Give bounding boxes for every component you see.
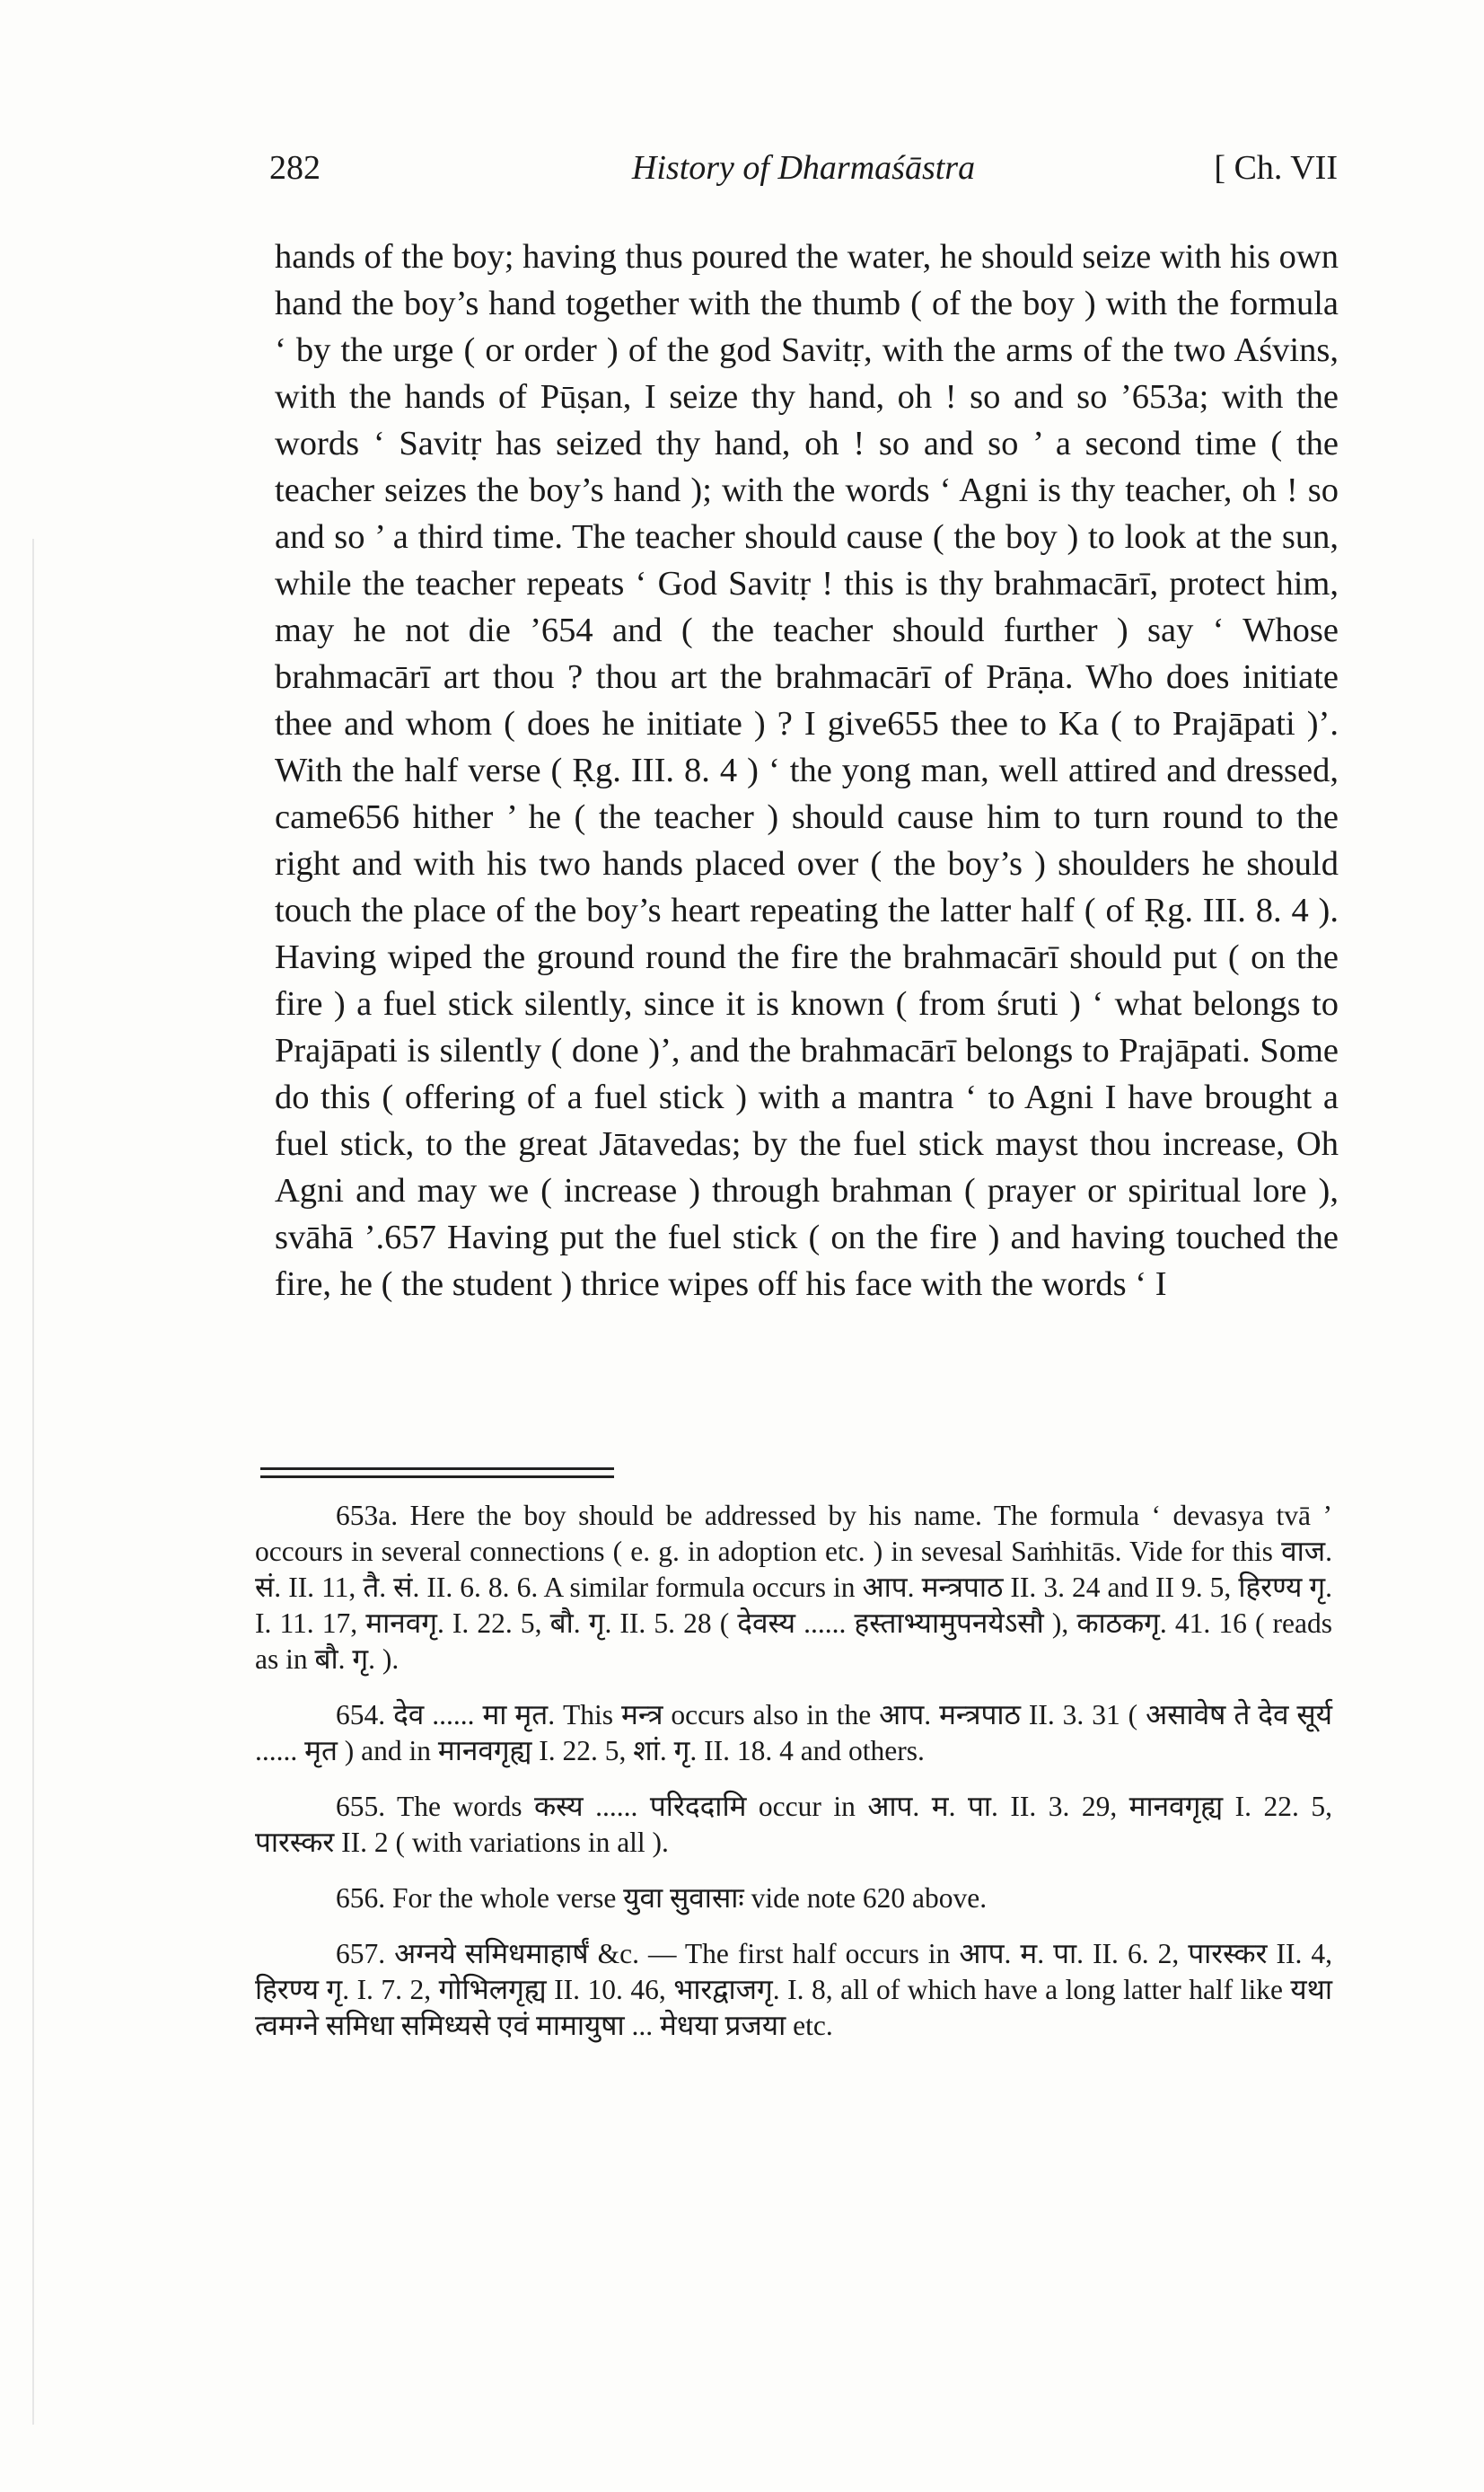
- footnote-657: [255, 1936, 1332, 2044]
- footnote-number: 656.: [336, 1882, 386, 1914]
- main-text: [275, 233, 1339, 1308]
- footnote-text: अग्नये समिधमाहार्षं &c. — The first half occurs in आप. म. पा. II. 6. 2, पारस्कर II. 4, हिरण्य गृ. I. 7. 2, गोभिलगृह्य II. 10. 46, भारद्वाजगृ. I. 8, all of which have a long latter half like यथा त्वमग्ने समिधा समिध्यसे एवं मामायुषा ... मेधया प्रजया etc.: [255, 1938, 1333, 2041]
- footnote-number: 654.: [336, 1699, 386, 1730]
- page-number: 282: [269, 149, 321, 187]
- footnotes-section: [255, 1498, 1332, 2064]
- scan-margin-line: [32, 539, 34, 2425]
- footnote-number: 655.: [336, 1791, 386, 1822]
- footnote-text: For the whole verse युवा सुवासाः vide note 620 above.: [392, 1882, 988, 1914]
- footnote-653a: [255, 1498, 1332, 1677]
- page-header: [269, 148, 1338, 202]
- footnote-655: [255, 1789, 1332, 1861]
- footnote-number: 653a.: [336, 1500, 399, 1531]
- footnote-656: [255, 1880, 1332, 1916]
- footnote-text: The words कस्य ...... परिददामि occur in आप. म. पा. II. 3. 29, मानवगृह्य I. 22. 5, पारस्कर II. 2 ( with variations in all ).: [255, 1791, 1333, 1858]
- footnote-text: देव ...... मा मृत. This मन्त्र occurs also in the आप. मन्त्रपाठ II. 3. 31 ( असावेष ते देव सूर्य ...... मृत ) and in मानवगृह्य I. 22. 5, शां. गृ. II. 18. 4 and others.: [255, 1699, 1332, 1766]
- footnote-number: 657.: [336, 1938, 386, 1969]
- footnote-654: [255, 1697, 1332, 1769]
- running-title: History of Dharmaśāstra: [631, 149, 976, 187]
- chapter-marker: [ Ch. VII: [1214, 149, 1338, 187]
- footnote-text: Here the boy should be addressed by his name. The formula ‘ devasya tvā ’ occours in several connections ( e. g. in adoption etc. ) in sevesal Saṁhitās. Vide for this वाज. सं. II. 11, तै. सं. II. 6. 8. 6. A similar formula occurs in आप. मन्त्रपाठ II. 3. 24 and II 9. 5, हिरण्य गृ. I. 11. 17, मानवगृ. I. 22. 5, बौ. गृ. II. 5. 28 ( देवस्य ...... हस्ताभ्यामुपनयेऽसौ ), काठकगृ. 41. 16 ( reads as in बौ. गृ. ).: [255, 1500, 1332, 1675]
- footnote-separator-rule: [260, 1467, 614, 1478]
- body-paragraph: hands of the boy; having thus poured the water, he should seize with his own hand the boy’s hand together with the thumb ( of the boy ) with the formula ‘ by the urge ( or order ) of the god Savitṛ, with the arms of the two Aśvins, with the hands of Pūṣan, I seize thy hand, oh ! so and so ’653a; with the words ‘ Savitṛ has seized thy hand, oh ! so and so ’ a second time ( the teacher seizes the boy’s hand ); with the words ‘ Agni is thy teacher, oh ! so and so ’ a third time. The teacher should cause ( the boy ) to look at the sun, while the teacher repeats ‘ God Savitṛ ! this is thy brahmacārī, protect him, may he not die ’654 and ( the teacher should further ) say ‘ Whose brahmacārī art thou ? thou art the brahmacārī of Prāṇa. Who does initiate thee and whom ( does he initiate ) ? I give655 thee to Ka ( to Prajāpati )’. With the half verse ( Ṛg. III. 8. 4 ) ‘ the yong man, well attired and dressed, came656 hither ’ he ( the teacher ) should cause him to turn round to the right and with his two hands placed over ( the boy’s ) shoulders he should touch the place of the boy’s heart repeating the latter half ( of Ṛg. III. 8. 4 ). Having wiped the ground round the fire the brahmacārī should put ( on the fire ) a fuel stick silently, since it is known ( from śruti ) ‘ what belongs to Prajāpati is silently ( done )’, and the brahmacārī belongs to Prajāpati. Some do this ( offering of a fuel stick ) with a mantra ‘ to Agni I have brought a fuel stick, to the great Jātavedas; by the fuel stick mayst thou increase, Oh Agni and may we ( increase ) through brahman ( prayer or spiritual lore ), svāhā ’.657 Having put the fuel stick ( on the fire ) and having touched the fire, he ( the student ) thrice wipes off his face with the words ‘ I: [275, 238, 1339, 1303]
